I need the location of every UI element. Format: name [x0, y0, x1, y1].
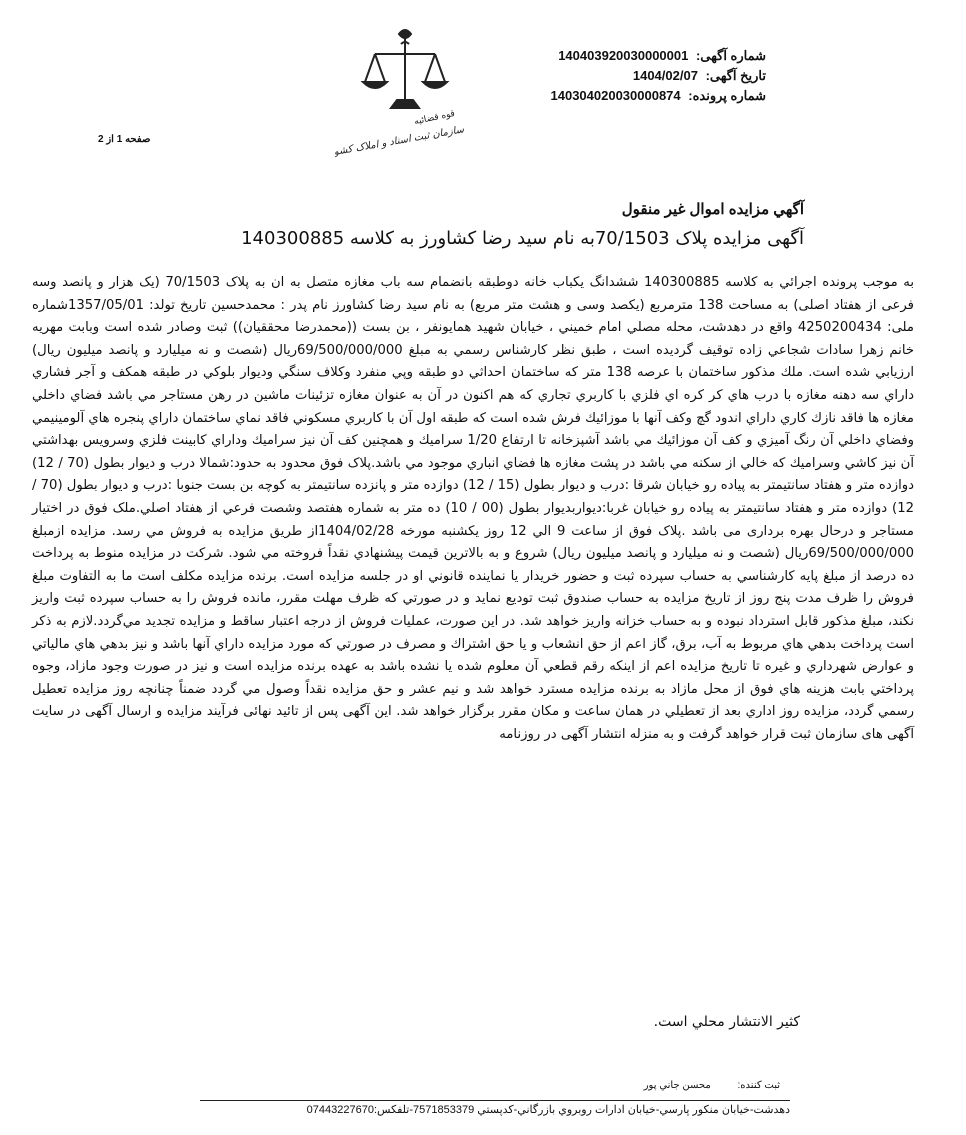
- ad-number-row: [506, 46, 766, 66]
- case-number-row: [506, 86, 766, 106]
- page-title: آگهي مزايده اموال غير منقول: [621, 201, 804, 218]
- header-meta: [506, 46, 766, 106]
- registrar-label: ثبت کننده:: [737, 1080, 780, 1091]
- case-number-label: شماره پرونده:: [688, 88, 766, 103]
- scales-of-justice-icon: [335, 20, 475, 160]
- auction-notice-body: به موجب پرونده اجرائي به كلاسه 140300885 ششدانگ يكباب خانه دوطبقه بانضمام سه باب مغازه متصل به ان به پلاک 70/1503 (یک هزار و پانصد وسه فرعی از هفتاد اصلی) به مساحت 138 مترمربع (یکصد وسی و هشت متر مربع) به نام سید رضا کشاورز نام پدر : محمدحسین تاریخ تولد: 1357/05/01شماره ملی: 4250200434 واقع در دهدشت، محله مصلي امام خميني ، خيابان شهيد همايونفر ، بن بست ((محمدرضا محققيان)) ثبت وصادر شده است وبابت مهريه خانم زهرا سادات شجاعي زاده توقيف گرديده است ، طبق نظر كارشناس رسمي به مبلغ 69/500/000/000ريال (شصت و نه ميليارد و پانصد ميليون ريال) ارزيابي شده است. ملك مذكور ساختمان با عرصه 138 متر كه ساختمان احداثي دو طبقه وپي منفرد وكلاف سنگي وديوار بلوكي در طبقه همكف و آجر فشاري داراي سه دهنه مغازه با درب هاي كر كره اي فلزي با كاربري تجاري كه هم اكنون در آن به عنوان مغازه تزئينات ماشين در رهن مستاجر مي باشد فضاي داخلي مغازه ها فاقد نازك كاري داراي اندود گچ وكف آنها با موزائيك فرش شده است كه طبقه اول آن با كاربري مسكوني فاقد نماي ساختمان داراي پنجره هاي آلومينيمي وفضاي داخلي آن رنگ آميزي و كف آن موزائيك مي باشد آشپزخانه تا ارتفاع 1/20 سراميك و همچنين كف آن نيز سراميك وداراي كابينت فلزي وسرويس بهداشتي آن نيز كاشي وسراميك كه خالي از سكنه مي باشد در پشت مغازه ها فضاي انباري موجود مي باشد.پلاک فوق محدود به حدود:شمالا درب و ديوار بطول (70 / 12) دوازده متر و هفتاد سانتيمتر به پياده رو خيابان شرقا :درب و ديوار بطول (15 / 12) دوازده متر و پانزده سانتيمتر به كوچه بن بست جنوبا :درب و ديوار بطول (70 / 12) دوازده متر و هفتاد سانتيمتر به پياده رو خيابان غربا:ديواربديوار بطول (00 / 10) ده متر به شماره هفتصد وشصت فرعي از هفتاد اصلي.ملک فوق در اختیار مستاجر و درحال بهره برداری می باشد .پلاک فوق از ساعت 9 الي 12 روز يكشنبه مورخه 1404/02/28از طريق مزايده به فروش مي رسد. مزایده ازمبلغ 69/500/000/000ريال (شصت و نه ميليارد و پانصد ميليون ريال) شروع و به بالاترين قيمت پيشنهادي نقداً فروخته مي شود. شركت در مزايده منوط به پرداخت ده درصد از مبلغ پايه كارشناسي به حساب سپرده ثبت و حضور خريدار يا نماينده قانوني او در جلسه مزايده است. برنده مزايده مكلف است ما به التفاوت مبلغ فروش را ظرف مدت پنج روز از تاريخ مزايده به حساب صندوق ثبت توديع نمايد و در صورتي كه ظرف مهلت مقرر، مانده فروش را به حساب سپرده ثبت واريز نكند، مبلغ مذكور قابل استرداد نبوده و به حساب خزانه واريز خواهد شد. در اين صورت، عمليات فروش از درجه اعتبار ساقط و مزايده تجديد مي‌گردد.لازم به ذكر است پرداخت بدهي هاي مربوط به آب، برق، گاز اعم از حق انشعاب و يا حق اشتراك و مصرف در صورتي كه مورد مزايده داراي آنها باشد و نيز بدهي هاي مالياتي و عوارض شهرداري و غيره تا تاريخ مزايده اعم از اينكه رقم قطعي آن معلوم شده يا نشده باشد به عهده برنده مزايده است و نيز در صورت وجود مازاد، وجوه پرداختي بابت هزينه هاي فوق از محل مازاد به برنده مزايده مسترد خواهد شد و نيم عشر و حق مزايده نقداً وصول مي گردد ضمناً چنانچه روز مزايده تعطيل رسمي گردد، مزايده روز اداري بعد از تعطيلي در همان ساعت و مكان مقرر برگزار خواهد شد. این آگهی پس از تائید نهائی فرآیند مزایده و ارسال آگهی در سایت آگهی های سازمان ثبت قرار خواهد گرفت و به منزله انتشار آگهی در روزنامه: [32, 275, 915, 742]
- page-indicator: صفحه 1 از 2: [98, 134, 151, 145]
- emblem-text-bottom: سازمان ثبت اسناد و املاک کشور: [335, 124, 465, 159]
- registrar-name: محسن جاني پور: [643, 1080, 711, 1091]
- ad-number-label: شماره آگهی:: [695, 48, 766, 63]
- registrar: [560, 1080, 780, 1091]
- emblem-text-top: قوه قضائیه: [413, 108, 456, 128]
- ad-date-label: تاریخ آگهی:: [705, 68, 766, 83]
- judiciary-emblem: [335, 20, 475, 160]
- ad-number: 140403920030000001: [558, 48, 689, 63]
- case-number: 140304020030000874: [550, 88, 681, 103]
- ad-date: 1404/02/07: [632, 68, 698, 83]
- closing-line: كثير الانتشار محلي است.: [653, 1014, 800, 1030]
- ad-date-row: [506, 66, 766, 86]
- page-subtitle: آگهی مزایده پلاک 70/1503به نام سید رضا کشاورز به کلاسه 140300885: [241, 228, 804, 249]
- office-address: دهدشت-خيابان منكور پارسي-خيابان ادارات روبروي بازرگاني-كدپستي 7571853379-تلفكس:07443227670: [200, 1100, 790, 1116]
